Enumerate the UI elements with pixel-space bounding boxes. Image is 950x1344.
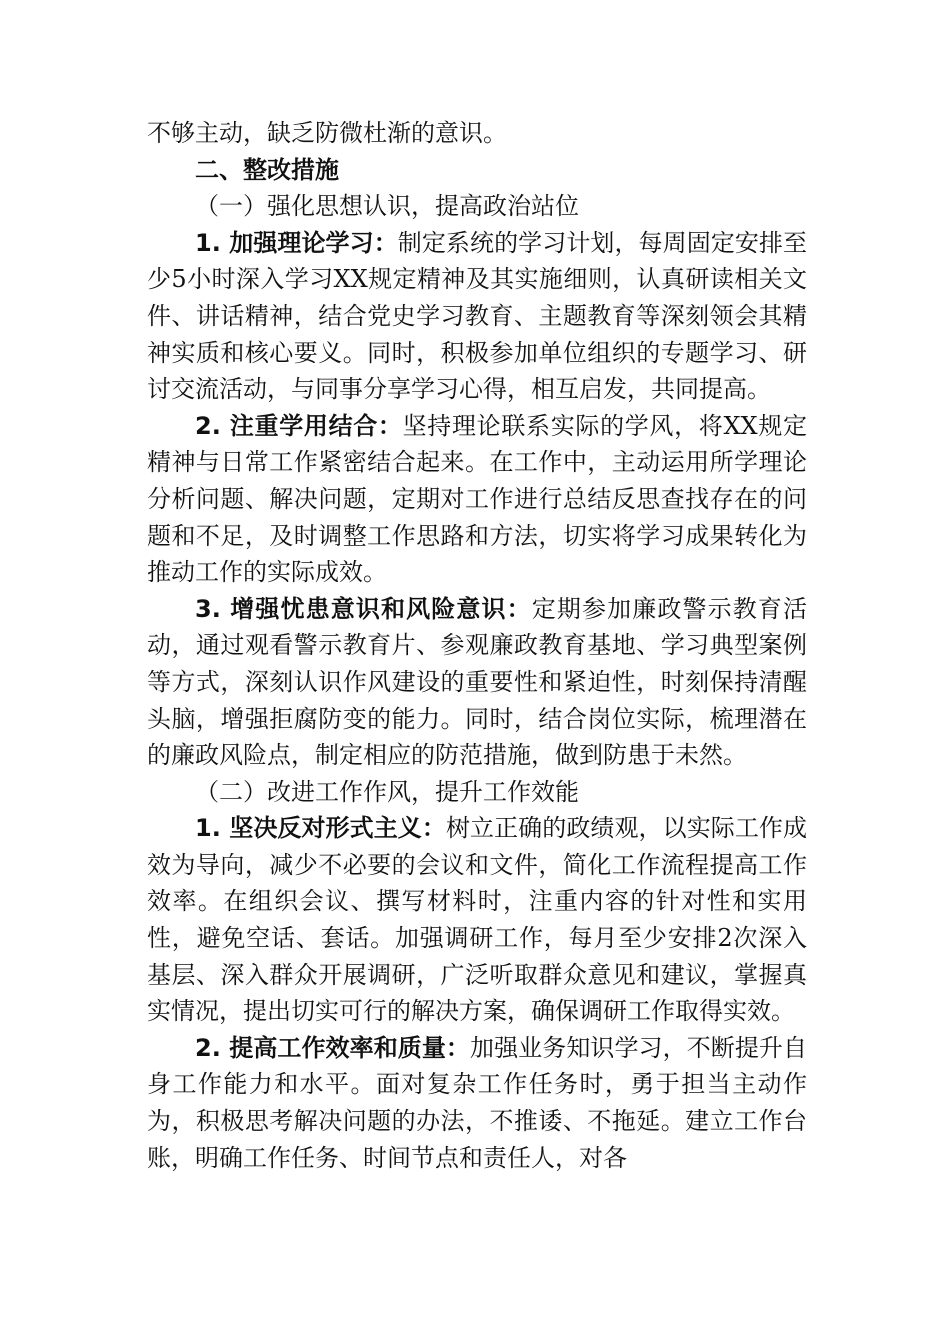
- item-paragraph: [147, 591, 807, 774]
- item-paragraph: [147, 1030, 807, 1176]
- item-body: 制定系统的学习计划，每周固定安排至少5小时深入学习XX规定精神及其实施细则，认真研读相关文件、讲话精神，结合党史学习教育、主题教育等深刻领会其精神实质和核心要义。同时，积极参加单位组织的专题学习、研讨交流活动，与同事分享学习心得，相互启发，共同提高。: [147, 228, 807, 404]
- subsection-title-1: （一）强化思想认识，提高政治站位: [195, 192, 579, 221]
- intro-tail-paragraph: 不够主动，缺乏防微杜渐的意识。: [147, 119, 507, 147]
- item-body: 坚持理论联系实际的学风，将XX规定精神与日常工作紧密结合起来。在工作中，主动运用所学理论分析问题、解决问题，定期对工作进行总结反思查找存在的问题和不足，及时调整工作思路和方法，切实将学习成果转化为推动工作的实际成效。: [147, 411, 808, 587]
- item-paragraph: [147, 225, 807, 408]
- item-title: 3. 增强忧患意识和风险意识：: [195, 594, 532, 623]
- item-title: 1. 坚决反对形式主义：: [195, 814, 446, 843]
- item-title: 2. 注重学用结合：: [195, 411, 403, 440]
- item-body: 定期参加廉政警示教育活动，通过观看警示教育片、参观廉政教育基地、学习典型案例等方式，深刻认识作风建设的重要性和紧迫性，时刻保持清醒头脑，增强拒腐防变的能力。同时，结合岗位实际，梳理潜在的廉政风险点，制定相应的防范措施，做到防患于未然。: [147, 594, 808, 770]
- item-paragraph: [147, 408, 807, 591]
- subsection-title-2: （二）改进工作作风，提升工作效能: [195, 777, 579, 806]
- section-title: 二、整改措施: [195, 155, 339, 184]
- item-body: 加强业务知识学习，不断提升自身工作能力和水平。面对复杂工作任务时，勇于担当主动作为，积极思考解决问题的办法，不推诿、不拖延。建立工作台账，明确工作任务、时间节点和责任人，对各: [147, 1033, 808, 1172]
- item-body: 树立正确的政绩观，以实际工作成效为导向，减少不必要的会议和文件，简化工作流程提高工作效率。在组织会议、撰写材料时，注重内容的针对性和实用性，避免空话、套话。加强调研工作，每月至少安排2次深入基层、深入群众开展调研，广泛听取群众意见和建议，掌握真实情况，提出切实可行的解决方案，确保调研工作取得实效。: [147, 814, 808, 1026]
- item-paragraph: [147, 810, 807, 1030]
- item-title: 1. 加强理论学习：: [195, 228, 398, 257]
- item-title: 2. 提高工作效率和质量：: [195, 1033, 471, 1062]
- document-page: [147, 115, 807, 1176]
